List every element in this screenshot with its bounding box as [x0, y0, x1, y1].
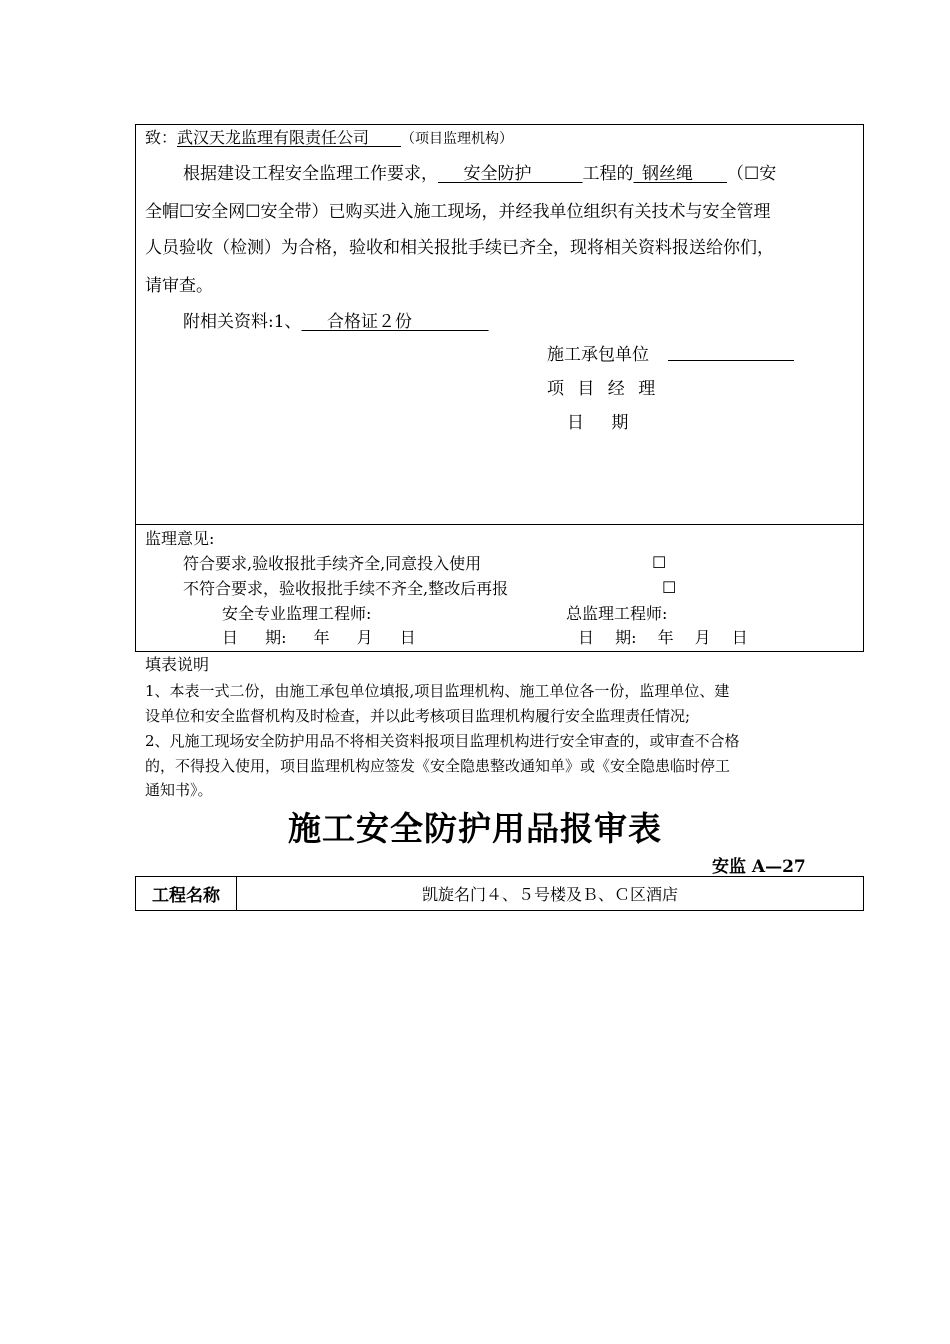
addressee-blank [369, 128, 401, 147]
request-line-3: 人员验收（检测）为合格，验收和相关报批手续已齐全，现将相关资料报送给你们， [145, 238, 774, 258]
request-line-2: 全帽☐安全网☐安全带）已购买进入施工现场，并经我单位组织有关技术与安全管理 [145, 202, 771, 222]
engineer-date-left: 日 期: 年 月 日 [222, 628, 416, 647]
opinion-title: 监理意见: [145, 529, 215, 548]
document-title: 施工安全防护用品报审表 [288, 809, 662, 848]
notes-line-2: 设单位和安全监督机构及时检查，并以此考核项目监理机构履行安全监理责任情况; [145, 707, 691, 725]
attachment-line [183, 312, 489, 332]
notes-line-5: 通知书》。 [145, 781, 213, 799]
safety-engineer-label: 安全专业监理工程师: [222, 604, 372, 623]
request-line-1 [183, 164, 776, 184]
request-intro: 根据建设工程安全监理工作要求， [183, 164, 438, 184]
request-mid: 工程的 [582, 164, 634, 184]
notes-line-1: 1、本表一式二份，由施工承包单位填报,项目监理机构、施工单位各一份，监理单位、建 [145, 682, 730, 700]
attachment-label: 附相关资料:1、 [183, 312, 302, 332]
addressee-suffix: （项目监理机构） [401, 131, 514, 147]
request-line-4: 请审查。 [145, 276, 213, 296]
material-field: 钢丝绳 [642, 164, 693, 184]
engineer-date-right: 日 期: 年 月 日 [578, 628, 748, 647]
project-item-blank [566, 164, 583, 184]
opinion-option-reject: 不符合要求，验收报批手续不齐全,整改后再报 [183, 579, 509, 598]
project-name-label: 工程名称 [136, 877, 237, 910]
date-label: 日 期 [567, 413, 629, 433]
contractor-label: 施工承包单位 [547, 345, 649, 365]
attachment-item-field: 合格证２份 [327, 312, 413, 332]
contractor-signature-line [668, 360, 794, 361]
notes-line-3: 2、凡施工现场安全防护用品不将相关资料报项目监理机构进行安全审查的，或审查不合格 [145, 732, 740, 750]
project-name-row [135, 876, 864, 911]
form-code: 安监 A—27 [712, 857, 806, 877]
addressee-prefix: 致： [145, 128, 178, 147]
approve-checkbox[interactable]: ☐ [652, 553, 667, 572]
addressee-company: 武汉天龙监理有限责任公司 [177, 128, 370, 147]
reject-checkbox[interactable]: ☐ [662, 578, 677, 597]
notes-title: 填表说明 [145, 655, 210, 674]
chief-engineer-label: 总监理工程师: [566, 604, 668, 623]
request-line1-end: （☐安 [727, 164, 777, 184]
project-item-field: 安全防护 [463, 164, 532, 184]
notes-line-4: 的，不得投入使用，项目监理机构应签发《安全隐患整改通知单》或《安全隐患临时停工 [145, 757, 731, 775]
project-name-value: 凯旋名门４、５号楼及Ｂ、Ｃ区酒店 [421, 885, 678, 904]
opinion-option-approve: 符合要求,验收报批手续齐全,同意投入使用 [183, 554, 482, 573]
addressee-line [145, 128, 513, 149]
manager-label: 项 目 经 理 [547, 379, 660, 399]
